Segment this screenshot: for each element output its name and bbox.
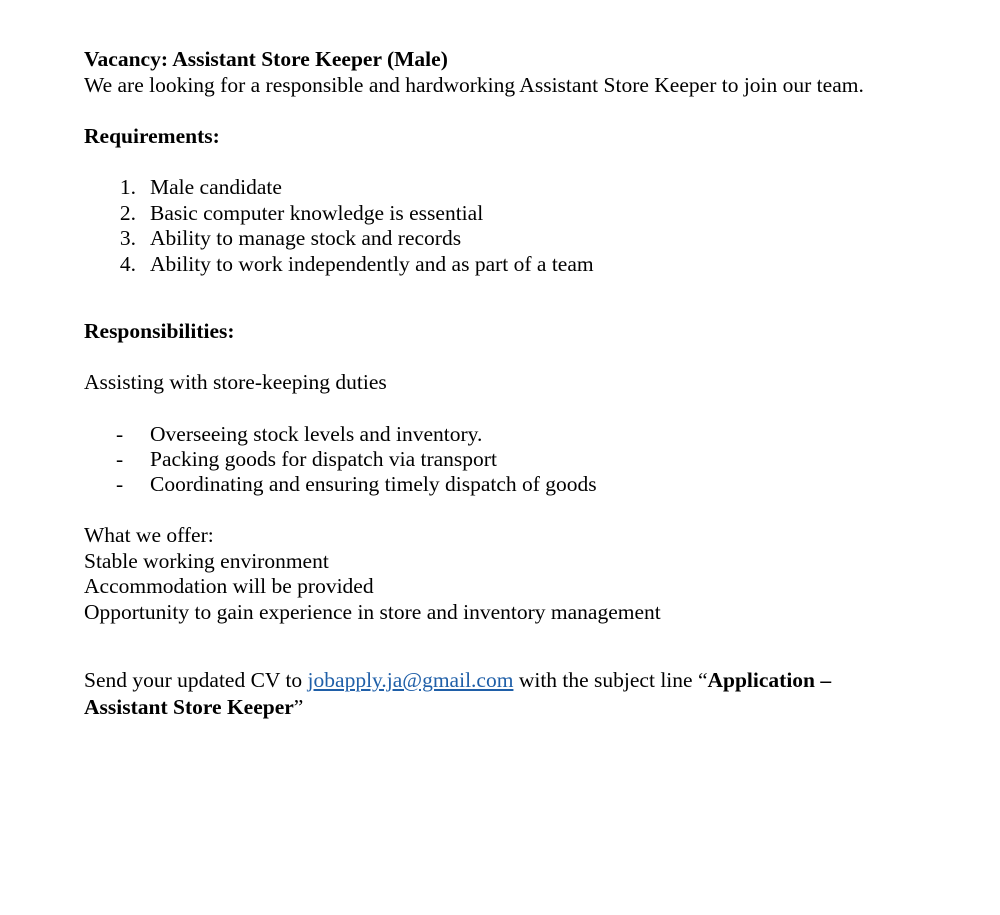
list-number: 3.	[119, 226, 136, 250]
responsibilities-intro: Assisting with store-keeping duties	[84, 370, 387, 394]
bullet-dash: -	[116, 472, 124, 496]
apply-suffix: ”	[293, 695, 304, 719]
list-number: 4.	[119, 252, 136, 276]
list-item-text: Packing goods for dispatch via transport	[150, 447, 497, 471]
bullet-dash: -	[116, 422, 124, 446]
list-item-text: Ability to manage stock and records	[150, 226, 462, 250]
list-item-text: Basic computer knowledge is essential	[150, 201, 484, 225]
offer-item: Accommodation will be provided	[84, 574, 374, 598]
bullet-dash: -	[116, 447, 124, 471]
apply-instructions-cont	[84, 694, 303, 720]
apply-middle: with the subject line “	[513, 668, 708, 692]
vacancy-title: Vacancy: Assistant Store Keeper (Male)	[84, 47, 448, 71]
subject-line-part2: Assistant Store Keeper	[84, 695, 294, 719]
intro-text: We are looking for a responsible and hardworking Assistant Store Keeper to join our team.	[84, 73, 864, 97]
subject-line-part1: Application –	[707, 668, 832, 692]
email-link[interactable]: jobapply.ja@gmail.com	[307, 668, 514, 692]
offer-item: Opportunity to gain experience in store and inventory management	[84, 600, 661, 624]
list-item-text: Male candidate	[150, 175, 282, 199]
offer-heading: What we offer:	[84, 523, 214, 547]
list-number: 1.	[119, 175, 136, 199]
list-item-text: Coordinating and ensuring timely dispatch of goods	[150, 472, 597, 496]
list-item-text: Overseeing stock levels and inventory.	[150, 422, 483, 446]
apply-instructions	[84, 667, 831, 693]
apply-prefix: Send your updated CV to	[84, 668, 308, 692]
requirements-heading: Requirements:	[84, 124, 220, 148]
list-number: 2.	[119, 201, 136, 225]
offer-item: Stable working environment	[84, 549, 329, 573]
responsibilities-heading: Responsibilities:	[84, 319, 235, 343]
list-item-text: Ability to work independently and as part of a team	[150, 252, 594, 276]
